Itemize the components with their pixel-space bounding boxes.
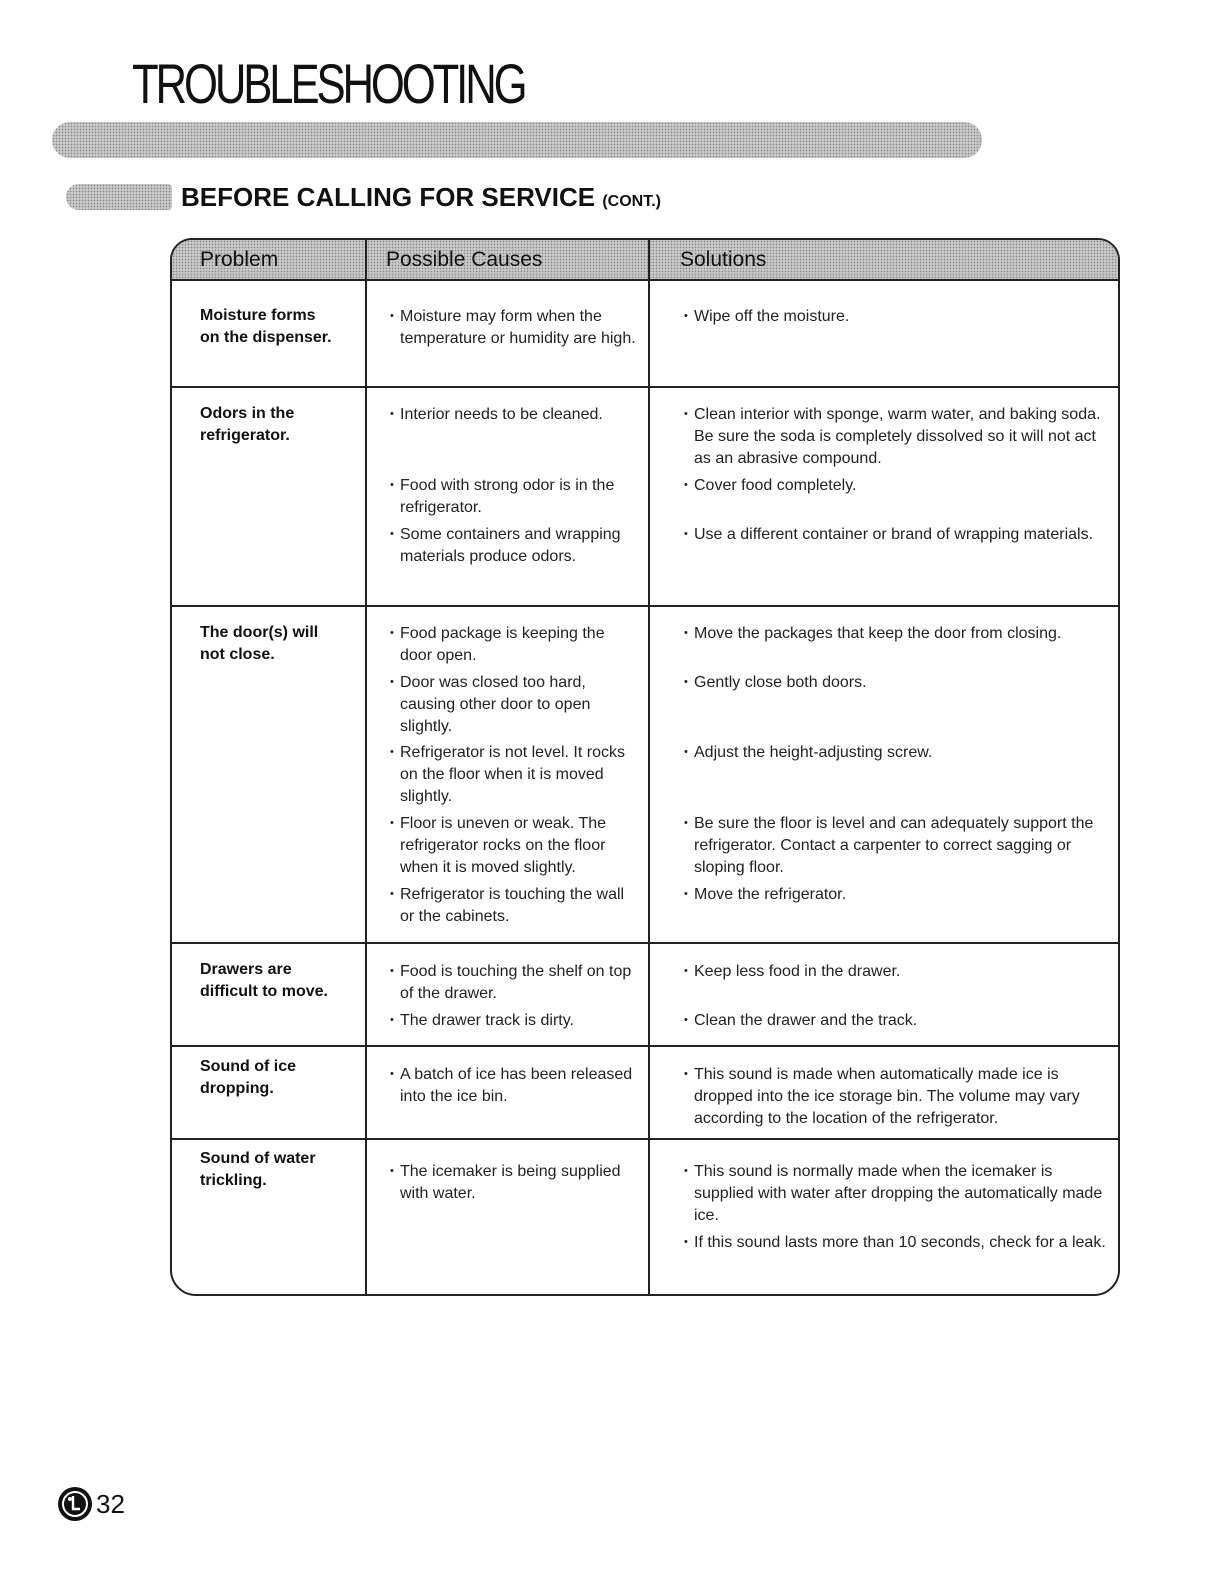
cause-item: • Interior needs to be cleaned. bbox=[390, 403, 640, 426]
cause-item: • The drawer track is dirty. bbox=[390, 1009, 640, 1032]
troubleshooting-table bbox=[170, 238, 1120, 1296]
cause-item: • The icemaker is being supplied with water. bbox=[390, 1160, 640, 1205]
table-header bbox=[172, 240, 1118, 281]
problem-cell bbox=[200, 622, 360, 666]
header-problem: Problem bbox=[200, 248, 279, 271]
cause-item: • Door was closed too hard, causing other door to open slightly. bbox=[390, 671, 640, 738]
title-underline-bar bbox=[52, 122, 982, 158]
problem-line: refrigerator. bbox=[200, 427, 290, 444]
solution-item: • Adjust the height-adjusting screw. bbox=[684, 741, 1114, 764]
section-heading-suffix: (CONT.) bbox=[602, 193, 661, 210]
table-row bbox=[172, 1047, 1118, 1140]
solution-item: • Clean interior with sponge, warm water, and baking soda. Be sure the soda is completely dissolved so it will not act as an abrasive compound. bbox=[684, 403, 1114, 470]
problem-line: Sound of ice bbox=[200, 1058, 296, 1075]
solution-item: • Move the refrigerator. bbox=[684, 883, 1114, 906]
table-row bbox=[172, 388, 1118, 607]
problem-line: difficult to move. bbox=[200, 983, 328, 1000]
page-number: 32 bbox=[96, 1489, 125, 1519]
cause-item: • Refrigerator is touching the wall or the cabinets. bbox=[390, 883, 640, 928]
problem-cell bbox=[200, 1056, 360, 1100]
cause-item: • Food with strong odor is in the refrigerator. bbox=[390, 474, 640, 519]
solution-item: • This sound is made when automatically made ice is dropped into the ice storage bin. The volume may vary according to the location of the refrigerator. bbox=[684, 1063, 1114, 1130]
solution-item: • This sound is normally made when the icemaker is supplied with water after dropping the automatically made ice. bbox=[684, 1160, 1114, 1227]
cause-item: • Floor is uneven or weak. The refrigerator rocks on the floor when it is moved slightly. bbox=[390, 812, 640, 879]
problem-line: not close. bbox=[200, 646, 275, 663]
cause-item: • Some containers and wrapping materials produce odors. bbox=[390, 523, 640, 568]
problem-line: dropping. bbox=[200, 1080, 274, 1097]
problem-line: Drawers are bbox=[200, 961, 292, 978]
page-title: TROUBLESHOOTING bbox=[132, 52, 525, 115]
problem-line: Odors in the bbox=[200, 405, 295, 422]
cause-item: • Moisture may form when the temperature or humidity are high. bbox=[390, 305, 640, 350]
section-heading bbox=[181, 181, 661, 218]
problem-cell bbox=[200, 1148, 360, 1192]
solution-item: • If this sound lasts more than 10 seconds, check for a leak. bbox=[684, 1231, 1114, 1254]
header-solutions: Solutions bbox=[680, 248, 767, 271]
cause-item: • Food is touching the shelf on top of the drawer. bbox=[390, 960, 640, 1005]
problem-line: on the dispenser. bbox=[200, 329, 332, 346]
header-possible-causes: Possible Causes bbox=[386, 248, 543, 271]
problem-cell bbox=[200, 305, 360, 349]
problem-line: The door(s) will bbox=[200, 624, 319, 641]
lg-logo-icon bbox=[58, 1487, 92, 1521]
section-marker bbox=[66, 184, 172, 210]
solution-item: • Keep less food in the drawer. bbox=[684, 960, 1114, 983]
problem-line: trickling. bbox=[200, 1172, 267, 1189]
solution-item: • Cover food completely. bbox=[684, 474, 1114, 497]
section-heading-text: BEFORE CALLING FOR SERVICE bbox=[181, 182, 596, 212]
column-divider bbox=[365, 240, 367, 1294]
solution-item: • Wipe off the moisture. bbox=[684, 305, 1114, 328]
solution-item: • Use a different container or brand of wrapping materials. bbox=[684, 523, 1114, 546]
column-divider bbox=[648, 240, 650, 1294]
table-row bbox=[172, 279, 1118, 388]
solution-item: • Clean the drawer and the track. bbox=[684, 1009, 1114, 1032]
cause-item: • Food package is keeping the door open. bbox=[390, 622, 640, 667]
solution-item: • Be sure the floor is level and can adequately support the refrigerator. Contact a carpenter to correct sagging or sloping floor. bbox=[684, 812, 1114, 879]
solution-item: • Move the packages that keep the door from closing. bbox=[684, 622, 1114, 645]
problem-line: Moisture forms bbox=[200, 307, 316, 324]
problem-cell bbox=[200, 959, 360, 1003]
table-row bbox=[172, 1140, 1118, 1296]
problem-line: Sound of water bbox=[200, 1150, 316, 1167]
problem-cell bbox=[200, 403, 360, 447]
cause-item: • Refrigerator is not level. It rocks on the floor when it is moved slightly. bbox=[390, 741, 640, 808]
cause-item: • A batch of ice has been released into the ice bin. bbox=[390, 1063, 640, 1108]
table-row bbox=[172, 944, 1118, 1047]
table-row bbox=[172, 607, 1118, 944]
solution-item: • Gently close both doors. bbox=[684, 671, 1114, 694]
